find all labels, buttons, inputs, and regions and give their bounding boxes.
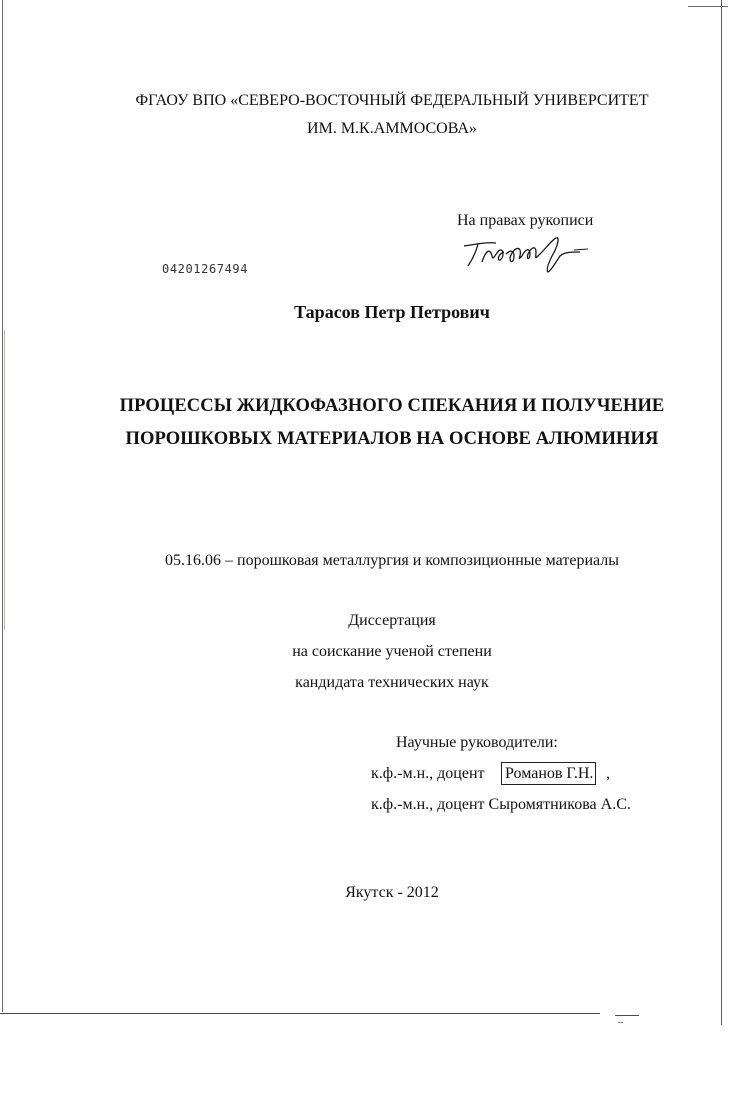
scan-dot [618, 1022, 623, 1023]
dissertation-label: Диссертация [348, 612, 436, 629]
author-signature [456, 232, 596, 276]
scan-edge-bottom [0, 1013, 600, 1014]
scan-edge-bottom-fragment [615, 1015, 639, 1016]
dissertation-title-line-2: ПОРОШКОВЫХ МАТЕРИАЛОВ НА ОСНОВЕ АЛЮМИНИЯ [125, 429, 659, 449]
scan-artifact-left [4, 330, 5, 630]
supervisors-heading: Научные руководители: [396, 734, 558, 751]
supervisor-2-degree: к.ф.-м.н., доцент [371, 796, 485, 813]
supervisor-2 [371, 796, 631, 814]
scan-edge-left [2, 0, 3, 1012]
archive-number: 04201267494 [162, 262, 249, 276]
degree-purpose: на соискание ученой степени [292, 643, 492, 660]
supervisor-1-degree: к.ф.-м.н., доцент [371, 765, 485, 782]
scan-edge-right [721, 0, 722, 1025]
manuscript-note: На правах рукописи [457, 212, 594, 229]
dissertation-title-line-1: ПРОЦЕССЫ ЖИДКОФАЗНОГО СПЕКАНИЯ И ПОЛУЧЕНИЕ [119, 396, 665, 416]
organization-line-1: ФГАОУ ВПО «СЕВЕРО-ВОСТОЧНЫЙ ФЕДЕРАЛЬНЫЙ УНИВЕРСИТЕТ [135, 92, 649, 109]
degree-name: кандидата технических наук [295, 674, 489, 691]
city-year: Якутск - 2012 [345, 884, 439, 901]
specialty-code: 05.16.06 – порошковая металлургия и композиционные материалы [165, 552, 619, 569]
organization-line-2: ИМ. М.К.АММОСОВА» [307, 120, 477, 137]
scan-edge-top [688, 6, 728, 7]
supervisor-1-separator: , [606, 765, 610, 782]
author-name: Тарасов Петр Петрович [294, 302, 490, 322]
supervisor-1-name-boxed: Романов Г.Н. [501, 762, 596, 785]
supervisor-2-name: Сыромятникова А.С. [488, 796, 631, 813]
